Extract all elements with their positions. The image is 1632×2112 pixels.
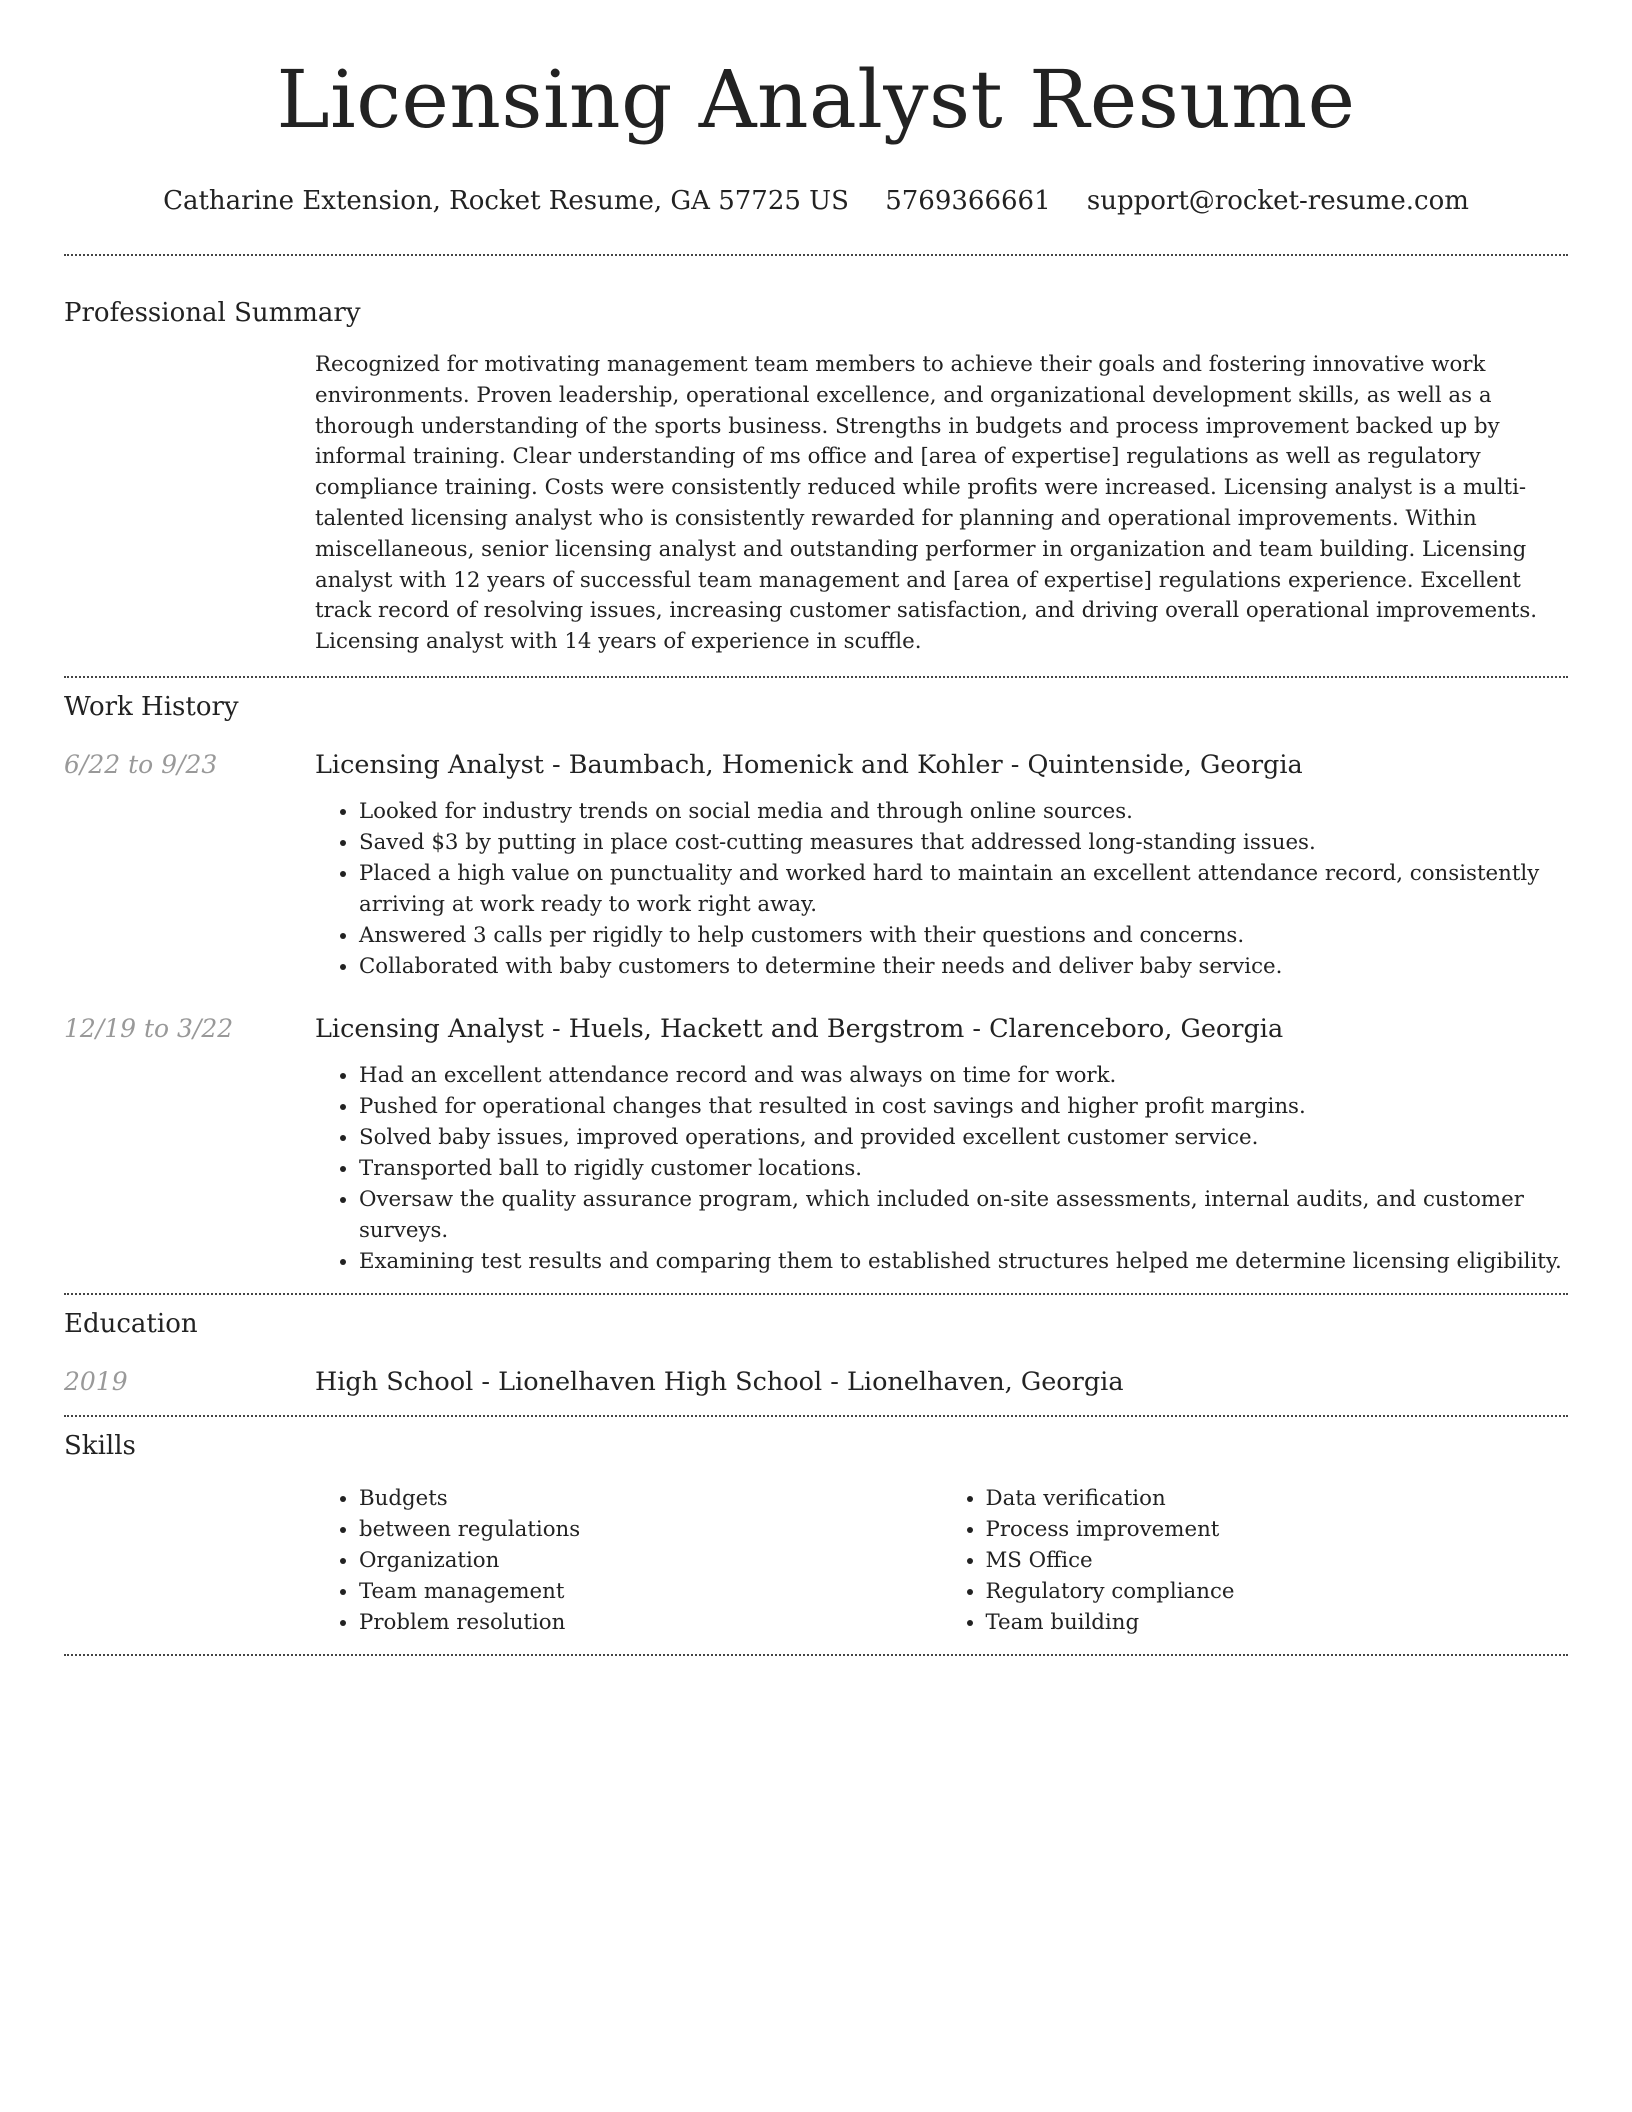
skill-item: • Regulatory compliance (986, 1576, 1569, 1607)
list-item: • Solved baby issues, improved operations, and provided excellent customer service. (359, 1122, 1568, 1153)
skill-item: • Team building (986, 1607, 1569, 1638)
skills-heading: Skills (64, 1430, 136, 1461)
summary-section (64, 256, 1568, 676)
skill-item: • between regulations (359, 1514, 942, 1545)
skill-item: • Process improvement (986, 1514, 1569, 1545)
job-entry (64, 1012, 1568, 1277)
education-section (64, 1295, 1568, 1415)
job-title: Licensing Analyst - Baumbach, Homenick and Kohler - Quintenside, Georgia (315, 749, 1303, 780)
list-item: • Looked for industry trends on social media and through online sources. (359, 796, 1568, 827)
contact-line (64, 184, 1568, 218)
list-item: • Oversaw the quality assurance program, which included on-site assessments, internal audits, and customer surveys. (359, 1184, 1568, 1246)
list-item: • Transported ball to rigidly customer locations. (359, 1153, 1568, 1184)
list-item: • Placed a high value on punctuality and worked hard to maintain an excellent attendance record, consistently arriving at work ready to work right away. (359, 858, 1568, 920)
education-year: 2019 (64, 1366, 128, 1396)
contact-phone: 5769366661 (885, 186, 1051, 216)
work-history-heading: Work History (64, 691, 239, 722)
section-divider (64, 1654, 1568, 1656)
list-item: • Collaborated with baby customers to determine their needs and deliver baby service. (359, 951, 1568, 982)
skills-list-right (942, 1483, 1569, 1638)
job-entry (64, 748, 1568, 982)
contact-address: Catharine Extension, Rocket Resume, GA 57725 US (163, 186, 849, 216)
list-item: • Answered 3 calls per rigidly to help customers with their questions and concerns. (359, 920, 1568, 951)
summary-text: Recognized for motivating management team members to achieve their goals and fostering innovative work environments. Proven leadership, operational excellence, and organizational development skills, as well as a thorough understanding of the sports business. Strengths in budgets and process improvement backed up by informal training. Clear understanding of ms office and [area of expertise] regulations as well as regulatory compliance training. Costs were consistently reduced while profits were increased. Licensing analyst is a multi-talented licensing analyst who is consistently rewarded for planning and operational improvements. Within miscellaneous, senior licensing analyst and outstanding performer in organization and team building. Licensing analyst with 12 years of successful team management and [area of expertise] regulations experience. Excellent track record of resolving issues, increasing customer satisfaction, and driving overall operational improvements. Licensing analyst with 14 years of experience in scuffle. (315, 352, 1538, 655)
job-dates: 6/22 to 9/23 (64, 749, 218, 779)
skill-item: • MS Office (986, 1545, 1569, 1576)
skill-item: • Problem resolution (359, 1607, 942, 1638)
summary-heading: Professional Summary (64, 298, 361, 328)
list-item: • Had an excellent attendance record and was always on time for work. (359, 1060, 1568, 1091)
education-heading: Education (64, 1308, 198, 1339)
list-item: • Pushed for operational changes that resulted in cost savings and higher profit margins. (359, 1091, 1568, 1122)
job-title: Licensing Analyst - Huels, Hackett and Bergstrom - Clarenceboro, Georgia (315, 1013, 1284, 1044)
list-item: • Examining test results and comparing them to established structures helped me determine licensing eligibility. (359, 1246, 1568, 1277)
work-history-section (64, 678, 1568, 1293)
skill-item: • Data verification (986, 1483, 1569, 1514)
job-bullets (315, 796, 1568, 982)
education-entry (64, 1365, 1568, 1399)
job-dates: 12/19 to 3/22 (64, 1013, 234, 1043)
contact-email: support@rocket-resume.com (1086, 186, 1469, 216)
education-title: High School - Lionelhaven High School - Lionelhaven, Georgia (315, 1366, 1124, 1397)
list-item: • Saved $3 by putting in place cost-cutting measures that addressed long-standing issues. (359, 827, 1568, 858)
skills-section (64, 1417, 1568, 1654)
skill-item: • Team management (359, 1576, 942, 1607)
resume-title: Licensing Analyst Resume (276, 53, 1356, 146)
skill-item: • Organization (359, 1545, 942, 1576)
skill-item: • Budgets (359, 1483, 942, 1514)
job-bullets (315, 1060, 1568, 1277)
skills-list-left (315, 1483, 942, 1638)
